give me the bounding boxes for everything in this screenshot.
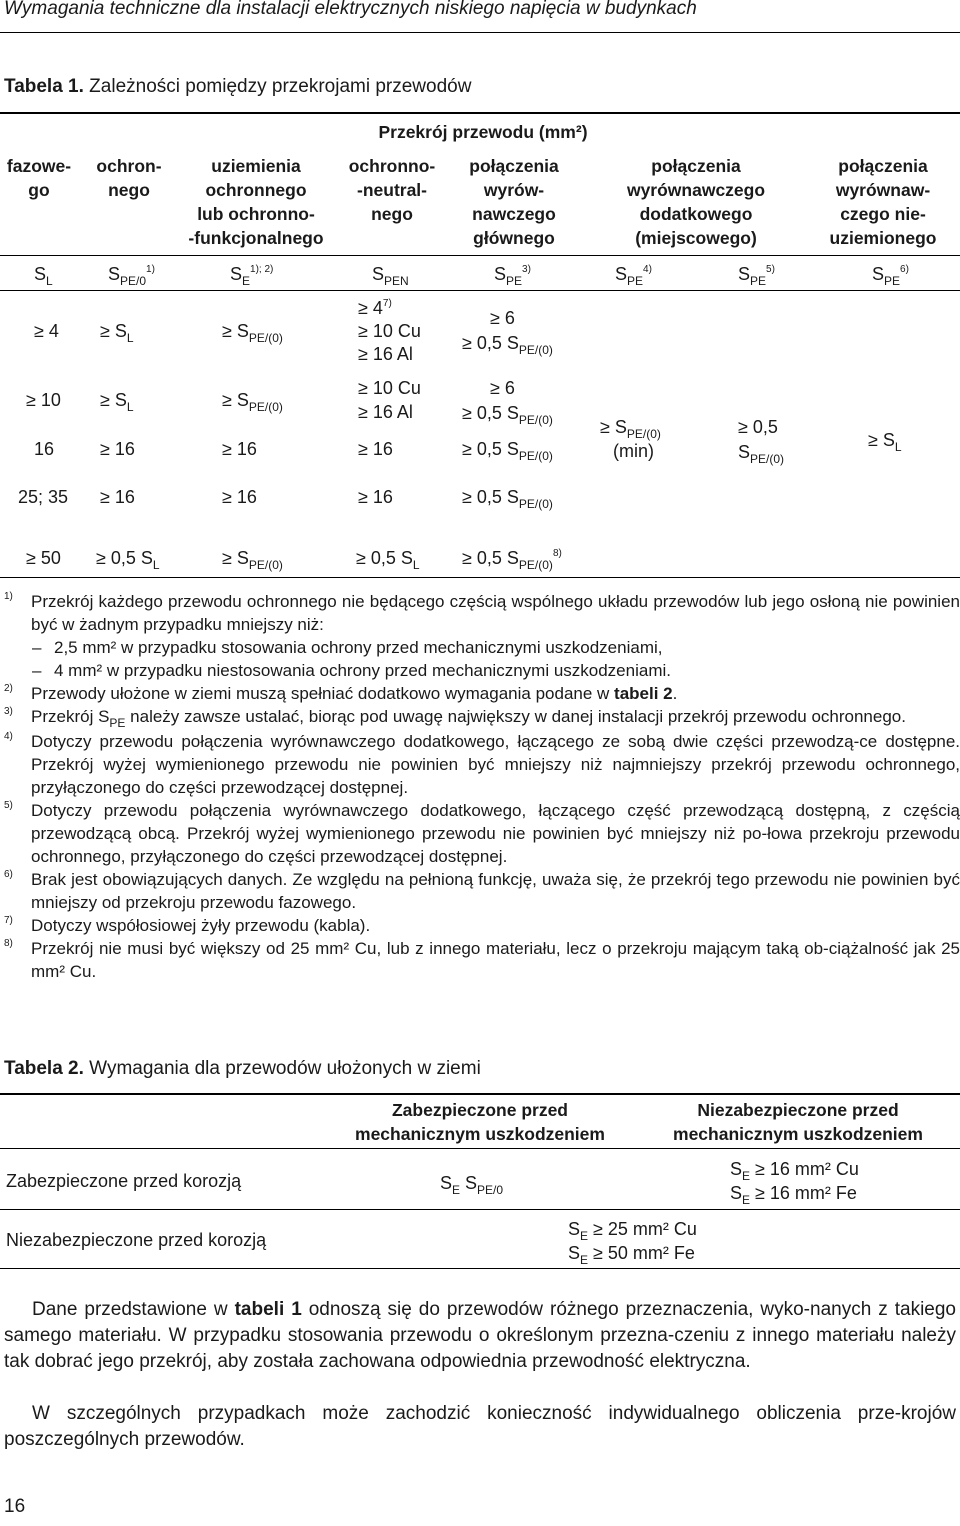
r5-protective: ≥ 0,5 $S_L$ <box>96 548 160 572</box>
r1-main-bonding-a: ≥ 6 <box>490 308 515 328</box>
symbol-phase: $S_L$ <box>34 264 53 288</box>
r5-main-bonding: ≥ 0,5 $S_{PE/(0)}^{8)}$ <box>462 548 562 572</box>
table2-row-rule <box>0 1209 960 1210</box>
col-header-supplementary-bonding: połączenia wyrównawczego dodatkowego (miejscowego) <box>626 156 766 248</box>
table2-row1-label: Zabezpieczone przed korozją <box>6 1171 242 1191</box>
table1-caption-text: Zależności pomiędzy przekrojami przewodów <box>83 76 472 97</box>
r5-pen: ≥ 0,5 $S_L$ <box>356 548 420 572</box>
r4-earthing: ≥ 16 <box>222 487 257 507</box>
symbol-supplementary-bonding-2: $S_{PE}^{5)}$ <box>738 264 775 288</box>
r2-protective: ≥ $S_L$ <box>100 390 134 414</box>
symbol-protective: $S_{PE/0}^{1)}$ <box>108 264 155 288</box>
table1-header-rule <box>0 255 960 256</box>
footnote-3: 3) Przekrój $S_{PE}$ należy zawsze ustalać, biorąc pod uwagę największy w danej instalacji przekrój przewodu ochronnego. <box>4 706 906 730</box>
table2-bottom-rule <box>0 1268 960 1269</box>
r4-pen: ≥ 16 <box>358 487 393 507</box>
table2-header-protected: Zabezpieczone przed mechanicznym uszkodzeniem <box>355 1100 605 1144</box>
r3-pen: ≥ 16 <box>358 439 393 459</box>
footnote-2: 2) Przewody ułożone w ziemi muszą spełniać dodatkowo wymagania podane w tabeli 2. <box>4 683 678 703</box>
r3-main-bonding: ≥ 0,5 $S_{PE/(0)}$ <box>462 439 553 463</box>
r2-earthing: ≥ $S_{PE/(0)}$ <box>222 390 283 414</box>
table1-caption <box>4 76 471 98</box>
footnote-1-dash-2: – 4 mm² w przypadku niestosowania ochrony przed mechanicznymi uszkodzeniami. <box>32 661 671 680</box>
table2-row2-label: Niezabezpieczone przed korozją <box>6 1230 267 1250</box>
col-header-unearthed-bonding: połączenia wyrównaw- czego nie- uziemionego <box>829 156 937 248</box>
r3-earthing: ≥ 16 <box>222 439 257 459</box>
table2-r1c2-b: $S_E \ge 16$ mm² Fe <box>730 1183 857 1207</box>
table1-top-rule <box>0 112 960 114</box>
symbol-pen: $S_{PEN}$ <box>372 264 409 288</box>
r5-phase: ≥ 50 <box>26 548 61 568</box>
table-1 <box>0 112 960 578</box>
col-header-main-bonding: połączenia wyrów- nawczego głównego <box>469 156 559 248</box>
table2-r1c2-a: $S_E \ge 16$ mm² Cu <box>730 1159 859 1183</box>
merged-supplementary2-a: ≥ 0,5 <box>738 417 778 437</box>
r5-earthing: ≥ $S_{PE/(0)}$ <box>222 548 283 572</box>
r4-protective: ≥ 16 <box>100 487 135 507</box>
r1-main-bonding-b: ≥ 0,5 $S_{PE/(0)}$ <box>462 333 553 357</box>
running-header: Wymagania techniczne dla instalacji elektrycznych niskiego napięcia w budynkach <box>4 0 697 19</box>
r4-main-bonding: ≥ 0,5 $S_{PE/(0)}$ <box>462 487 553 511</box>
merged-supplementary-a: ≥ $S_{PE/(0)}$ <box>600 417 661 441</box>
table1-symbol-rule <box>0 290 960 291</box>
footnote-5: 5) Dotyczy przewodu połączenia wyrównawczego dodatkowego, łączącego część przewodzącą dostępną, z częścią przewodzącą obcą. Przekrój wyżej wymienionego przewodu nie powinien być mniejszy niż po-łowa przekroju przewodu ochronnego, przyłączonego do części przewodzącej dostępnej. <box>4 800 960 866</box>
table2-header-rule <box>0 1148 960 1149</box>
col-header-protective: ochron- nego <box>96 156 162 200</box>
footnote-4: 4) Dotyczy przewodu połączenia wyrównawczego dodatkowego, łączącego ze sobą dwie części przewodzą-ce dostępne. Przekrój wyżej wymienionego przewodu nie powinien być mniejszy niż najmniejszy przekrój przewodu ochronnego, przyłączonego do części przewodzącej dostępnej. <box>4 731 960 797</box>
body-paragraph-1: Dane przedstawione w tabeli 1 odnoszą się do przewodów różnego przeznaczenia, wyko-nanych z takiego samego materiału. W przypadku stosowania przewodu o określonym przezna-czeniu z innego materiału należy tak dobrać jego przekrój, aby została zachowana odpowiednia przewodność elektryczna. <box>4 1299 956 1372</box>
table2-caption-text: Wymagania dla przewodów ułożonych w ziemi <box>83 1058 481 1079</box>
col-header-pen: ochronno- -neutral- nego <box>348 156 436 224</box>
r3-phase: 16 <box>34 439 55 459</box>
r1-pen-c: ≥ 16 Al <box>358 344 413 364</box>
r2-main-bonding-a: ≥ 6 <box>490 378 515 398</box>
table2-r2-b: $S_E \ge 50$ mm² Fe <box>568 1243 695 1267</box>
r4-phase: 25; 35 <box>18 487 69 507</box>
r1-phase: ≥ 4 <box>34 321 59 341</box>
footnote-7: 7) Dotyczy współosiowej żyły przewodu (kabla). <box>4 915 371 935</box>
footnote-1: 1) Przekrój każdego przewodu ochronnego nie będącego częścią wspólnego układu przewodów lub jego osłoną nie powinien być w żadnym przypadku mniejszy niż: <box>4 591 960 634</box>
r2-pen-a: ≥ 10 Cu <box>358 378 421 398</box>
table2-caption-label: Tabela 2. <box>4 1058 84 1079</box>
table2-r1c1: $S_E$ $S_{PE/0}$ <box>440 1173 504 1197</box>
r1-pen-b: ≥ 10 Cu <box>358 321 421 341</box>
r3-protective: ≥ 16 <box>100 439 135 459</box>
r1-pen-a: ≥ $4^{7)}$ <box>358 298 392 318</box>
col-header-earthing: uziemienia ochronnego lub ochronno- -funkcjonalnego <box>188 156 324 248</box>
footnote-8: 8) Przekrój nie musi być większy od 25 mm² Cu, lub z innego materiału, lecz o przekroju mającym taką ob-ciążalność jak 25 mm² Cu. <box>4 938 960 981</box>
r2-pen-b: ≥ 16 Al <box>358 402 413 422</box>
merged-supplementary2-b: $S_{PE/(0)}$ <box>738 442 785 466</box>
table2-caption <box>4 1058 481 1080</box>
merged-supplementary-b: (min) <box>613 441 654 461</box>
symbol-unearthed-bonding: $S_{PE}^{6)}$ <box>872 264 909 288</box>
table1-caption-label: Tabela 1. <box>4 76 84 97</box>
footnote-1-dash-1: – 2,5 mm² w przypadku stosowania ochrony przed mechanicznymi uszkodzeniami, <box>32 638 663 657</box>
page-number: 16 <box>4 1496 26 1517</box>
footnote-6: 6) Brak jest obowiązujących danych. Ze względu na pełnioną funkcję, uważa się, że przekrój tego przewodu nie powinien być mniejszy od przekroju przewodu fazowego. <box>4 869 960 912</box>
body-paragraph-2: W szczególnych przypadkach może zachodzić konieczność indywidualnego obliczenia prze-krojów poszczególnych przewodów. <box>4 1403 956 1450</box>
footnotes <box>0 590 960 983</box>
table2-r2-a: $S_E \ge 25$ mm² Cu <box>568 1219 697 1243</box>
col-header-phase: fazowe- go <box>6 156 72 200</box>
header-rule <box>0 32 960 33</box>
group-header: Przekrój przewodu (mm²) <box>378 122 588 142</box>
table1-bottom-rule <box>0 577 960 578</box>
r2-main-bonding-b: ≥ 0,5 $S_{PE/(0)}$ <box>462 403 553 427</box>
r2-phase: ≥ 10 <box>26 390 61 410</box>
merged-unearthed: ≥ $S_L$ <box>868 430 902 454</box>
table-2 <box>0 1093 960 1269</box>
r1-earthing: ≥ $S_{PE/(0)}$ <box>222 321 283 345</box>
symbol-main-bonding: $S_{PE}^{3)}$ <box>494 264 531 288</box>
symbol-supplementary-bonding: $S_{PE}^{4)}$ <box>615 264 652 288</box>
table2-top-rule <box>0 1093 960 1095</box>
r1-protective: ≥ $S_L$ <box>100 321 134 345</box>
symbol-earthing: $S_E^{1); 2)}$ <box>230 264 274 288</box>
table2-header-unprotected: Niezabezpieczone przed mechanicznym uszkodzeniem <box>673 1100 923 1144</box>
